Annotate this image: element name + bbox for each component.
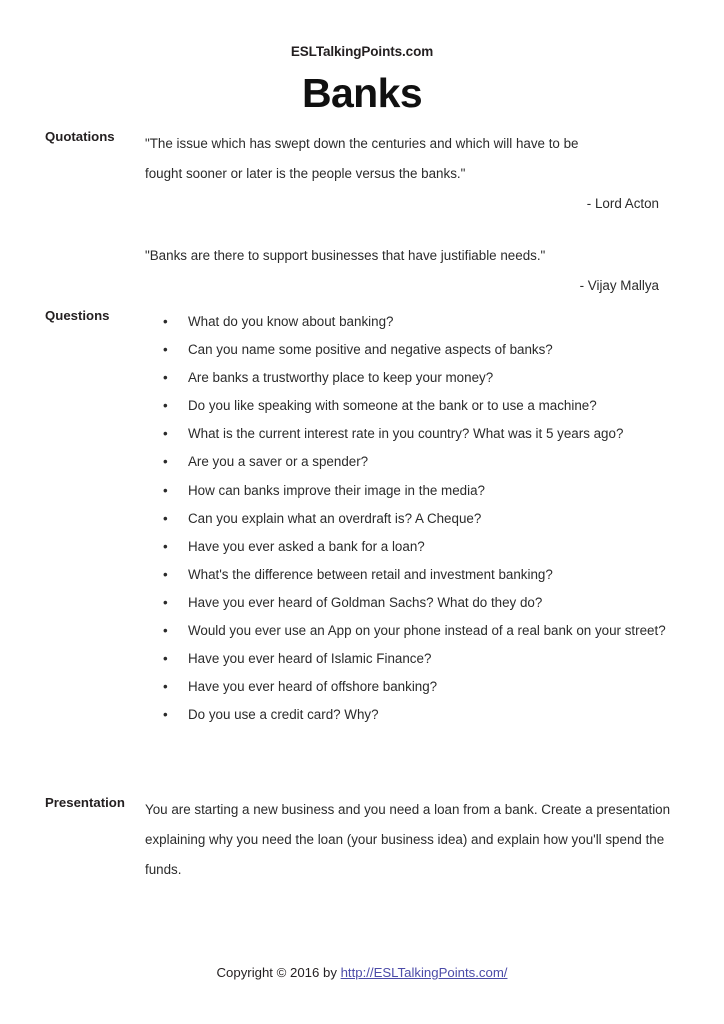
list-item-label: Can you name some positive and negative aspects of banks? <box>188 342 553 358</box>
list-item-label: Have you ever asked a bank for a loan? <box>188 538 425 554</box>
list-item-label: Can you explain what an overdraft is? A Cheque? <box>188 510 482 526</box>
bullet-icon: • <box>163 510 168 526</box>
list-item <box>145 336 679 364</box>
bullet-icon: • <box>163 454 168 470</box>
list-item <box>145 589 679 617</box>
list-item <box>145 308 679 336</box>
list-item-label: What do you know about banking? <box>188 314 394 329</box>
list-item <box>145 448 679 476</box>
bullet-icon: • <box>163 594 168 610</box>
quotation-item <box>145 129 679 219</box>
quotation-line: "Banks are there to support businesses that have justifiable needs." <box>145 248 546 263</box>
questions-label: Questions <box>45 308 110 323</box>
quotation-attribution: - Lord Acton <box>586 196 659 211</box>
bullet-icon: • <box>163 623 168 639</box>
list-item-label: How can banks improve their image in the media? <box>188 482 485 498</box>
presentation-text: You are starting a new business and you need a loan from a bank. Create a presentation explaining why you need the loan (your business idea) and explain how you'll spend the funds. <box>145 802 671 877</box>
list-item <box>145 617 679 645</box>
quotation-line: "The issue which has swept down the centuries and which will have to be <box>145 136 579 151</box>
presentation-label: Presentation <box>45 795 125 810</box>
bullet-icon: • <box>163 314 168 329</box>
list-item <box>145 701 679 729</box>
list-item-label: Do you like speaking with someone at the bank or to use a machine? <box>188 398 597 414</box>
copyright-text: Copyright © 2016 by <box>216 965 341 980</box>
bullet-icon: • <box>163 426 168 442</box>
bullet-icon: • <box>163 566 168 582</box>
quotations-section <box>45 129 679 301</box>
list-item <box>145 505 679 533</box>
bullet-icon: • <box>163 370 168 386</box>
list-item <box>145 561 679 589</box>
list-item <box>145 673 679 701</box>
questions-list <box>145 308 679 729</box>
quotation-attribution: - Vijay Mallya <box>579 278 659 293</box>
list-item <box>145 477 679 505</box>
site-name: ESLTalkingPoints.com <box>290 44 434 59</box>
quotation-item <box>145 241 679 301</box>
list-item-label: Are banks a trustworthy place to keep your money? <box>188 370 494 386</box>
quotations-body <box>145 129 679 301</box>
presentation-section <box>45 795 679 885</box>
bullet-icon: • <box>163 679 168 695</box>
questions-section <box>45 308 679 729</box>
list-item <box>145 364 679 392</box>
list-item-label: What's the difference between retail and investment banking? <box>188 566 553 582</box>
list-item-label: Have you ever heard of Goldman Sachs? What do they do? <box>188 594 543 610</box>
bullet-icon: • <box>163 342 168 358</box>
page-title: Banks <box>301 70 423 116</box>
list-item-label: Are you a saver or a spender? <box>188 454 369 470</box>
quotation-line: fought sooner or later is the people versus the banks." <box>145 166 466 181</box>
list-item <box>145 420 679 448</box>
quotation-spacer <box>145 219 679 241</box>
list-item-label: Have you ever heard of offshore banking? <box>188 679 438 695</box>
website-link[interactable]: http://ESLTalkingPoints.com/ <box>340 965 508 980</box>
bullet-icon: • <box>163 482 168 498</box>
list-item-label: Would you ever use an App on your phone instead of a real bank on your street? <box>188 623 666 639</box>
list-item-label: Have you ever heard of Islamic Finance? <box>188 651 432 667</box>
list-item <box>145 645 679 673</box>
list-item-label: Do you use a credit card? Why? <box>188 707 379 723</box>
bullet-icon: • <box>163 707 168 723</box>
bullet-icon: • <box>163 398 168 414</box>
list-item <box>145 533 679 561</box>
list-item <box>145 392 679 420</box>
bullet-icon: • <box>163 651 168 667</box>
footer <box>0 965 724 980</box>
list-item-label: What is the current interest rate in you country? What was it 5 years ago? <box>188 426 624 442</box>
quotations-label: Quotations <box>45 129 115 144</box>
bullet-icon: • <box>163 538 168 554</box>
